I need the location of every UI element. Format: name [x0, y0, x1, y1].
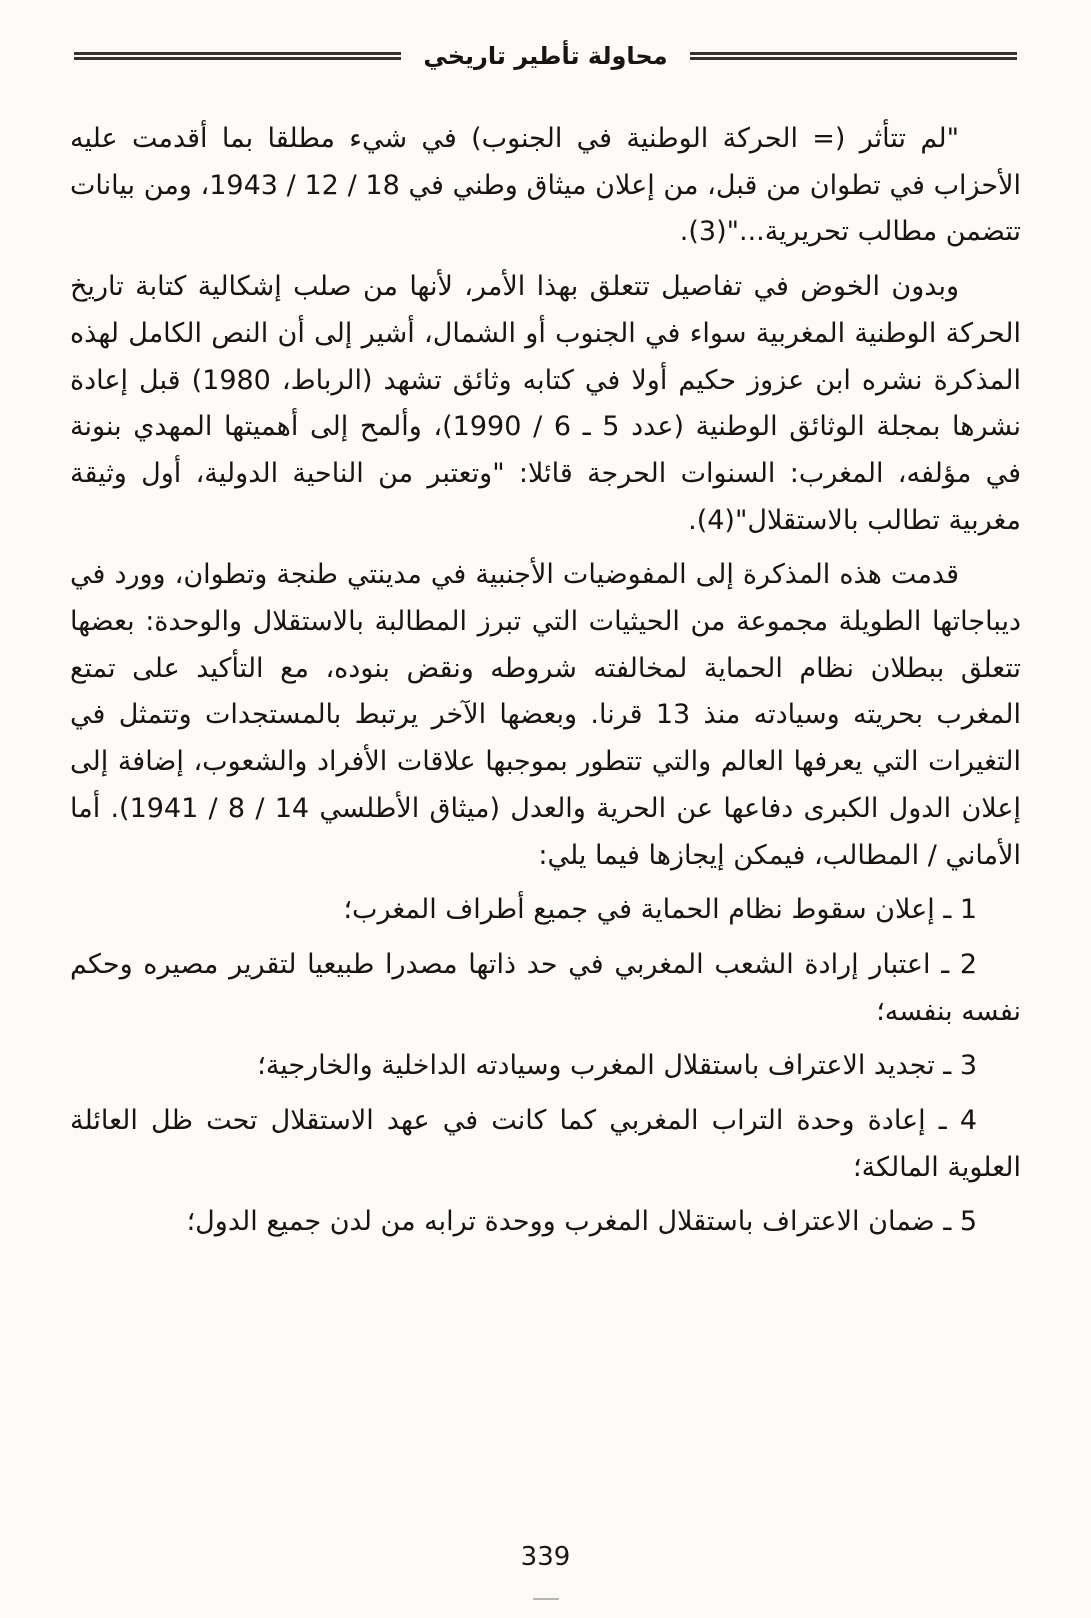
- list-item: 5 ـ ضمان الاعتراف باستقلال المغرب ووحدة ترابه من لدن جميع الدول؛: [186, 1206, 977, 1238]
- page-number: 339: [520, 1542, 571, 1572]
- paragraph: قدمت هذه المذكرة إلى المفوضيات الأجنبية في مدينتي طنجة وتطوان، وورد في ديباجاتها الطويلة مجموعة من الحيثيات التي تبرز المطالبة بالاستقلال والوحدة: بعضها تتعلق ببطلان نظام الحماية لمخالفته شروطه ونقض بنوده، مع التأكيد على تمتع المغرب بحريته وسيادته منذ 13 قرنا. وبعضها الآخر يرتبط بالمستجدات وتتمثل في التغيرات التي يعرفها العالم والتي تتطور بموجبها علاقات الأفراد والشعوب، إضافة إلى إعلان الدول الكبرى دفاعها عن الحرية والعدل (ميثاق الأطلسي 14 / 8 / 1941). أما الأماني / المطالب، فيمكن إيجازها فيما يلي:: [70, 559, 1022, 871]
- header-rule-right: [690, 52, 1017, 60]
- page-header: [74, 42, 1017, 70]
- list-item: 2 ـ اعتبار إرادة الشعب المغربي في حد ذاتها مصدرا طبيعيا لتقرير مصيره وحكم نفسه بنفسه؛: [70, 948, 1021, 1027]
- page-body: [70, 116, 1021, 1246]
- footer-mark: [533, 1598, 559, 1600]
- list-item: 3 ـ تجديد الاعتراف باستقلال المغرب وسيادته الداخلية والخارجية؛: [257, 1050, 977, 1082]
- page-title: محاولة تأطير تاريخي: [423, 42, 668, 70]
- paragraph: وبدون الخوض في تفاصيل تتعلق بهذا الأمر، لأنها من صلب إشكالية كتابة تاريخ الحركة الوطنية المغربية سواء في الجنوب أو الشمال، أشير إلى أن النص الكامل لهذه المذكرة نشره ابن عزوز حكيم أولا في كتابه وثائق تشهد (الرباط، 1980) قبل إعادة نشرها بمجلة الوثائق الوطنية (عدد 5 ـ 6 / 1990)، وألمح إلى أهميتها المهدي بنونة في مؤلفه، المغرب: السنوات الحرجة قائلا: "وتعتبر من الناحية الدولية، أول وثيقة مغربية تطالب بالاستقلال"(4).: [70, 271, 1022, 536]
- paragraph-quote: "لم تتأثر (= الحركة الوطنية في الجنوب) في شيء مطلقا بما أقدمت عليه الأحزاب في تطوان من قبل، من إعلان ميثاق وطني في 18 / 12 / 1943، ومن بيانات تتضمن مطالب تحريرية..."(3).: [70, 123, 1021, 248]
- header-rule-left: [74, 52, 401, 60]
- list-item: 1 ـ إعلان سقوط نظام الحماية في جميع أطراف المغرب؛: [343, 894, 977, 926]
- list-item: 4 ـ إعادة وحدة التراب المغربي كما كانت في عهد الاستقلال تحت ظل العائلة العلوية المالكة؛: [70, 1105, 1021, 1183]
